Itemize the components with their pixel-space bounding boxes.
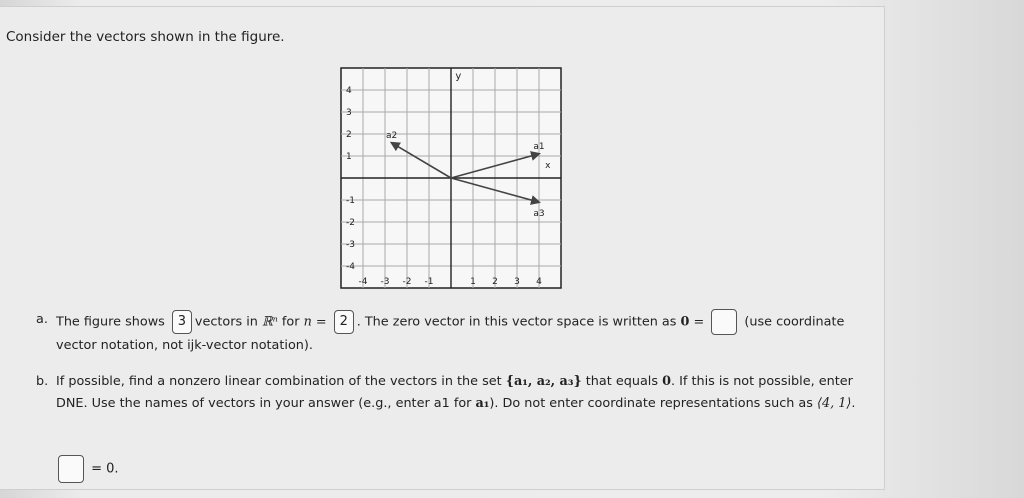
question-card [0, 6, 885, 490]
vector-label-a1: a1 [533, 141, 545, 152]
x-tick-label: -1 [424, 277, 434, 287]
y-tick-label: 1 [346, 152, 352, 162]
x-tick-label: -4 [358, 277, 368, 287]
y-tick-label: -3 [346, 240, 355, 250]
x-tick-label: -3 [380, 277, 390, 287]
part-a-label: a. [36, 312, 48, 327]
vector-label-a3: a3 [533, 209, 545, 220]
y-tick-label: -1 [346, 196, 355, 206]
x-tick-label: 4 [536, 277, 542, 287]
vector-label-a2: a2 [385, 130, 398, 141]
equals-zero: = 0. [91, 461, 119, 477]
part-b-label: b. [36, 374, 49, 389]
x-tick-label: -2 [402, 277, 412, 287]
y-tick-label: 3 [346, 108, 352, 118]
vector-set: {a₁, a₂, a₃} [505, 374, 582, 389]
x-axis-label: x [545, 161, 551, 172]
linear-combination-answer-row [58, 455, 119, 483]
x-tick-label: 3 [514, 277, 520, 287]
prompt-text: Consider the vectors shown in the figure. [6, 29, 285, 45]
vector-count-input[interactable]: 3 [172, 310, 192, 334]
y-tick-label: 4 [346, 86, 352, 96]
y-axis-label: y [455, 71, 462, 82]
x-tick-label: 2 [492, 277, 498, 287]
x-tick-label: 1 [470, 277, 476, 287]
vector-figure [340, 67, 562, 289]
n-input[interactable]: 2 [334, 310, 354, 334]
linear-combination-input[interactable] [58, 455, 84, 483]
part-a-text: The figure shows 3 vectors in ℝⁿ for n = 2 . The zero vector in this vector space is written as 0 = (use coordinate vector notation, not ijk-vector notation). [56, 309, 856, 357]
y-tick-label: 2 [346, 130, 352, 140]
y-tick-label: -4 [346, 262, 355, 272]
space-symbol: ℝⁿ [261, 314, 278, 330]
zero-vector-input[interactable] [711, 309, 737, 335]
y-tick-label: -2 [346, 218, 355, 228]
part-b-text: If possible, find a nonzero linear combination of the vectors in the set {a₁, a₂, a₃} that equals 0. If this is not possible, enter DNE. Use the names of vectors in your answer (e.g., enter a1 for a₁). Do not enter coordinate representations such as ⟨4, 1⟩. [56, 374, 856, 411]
